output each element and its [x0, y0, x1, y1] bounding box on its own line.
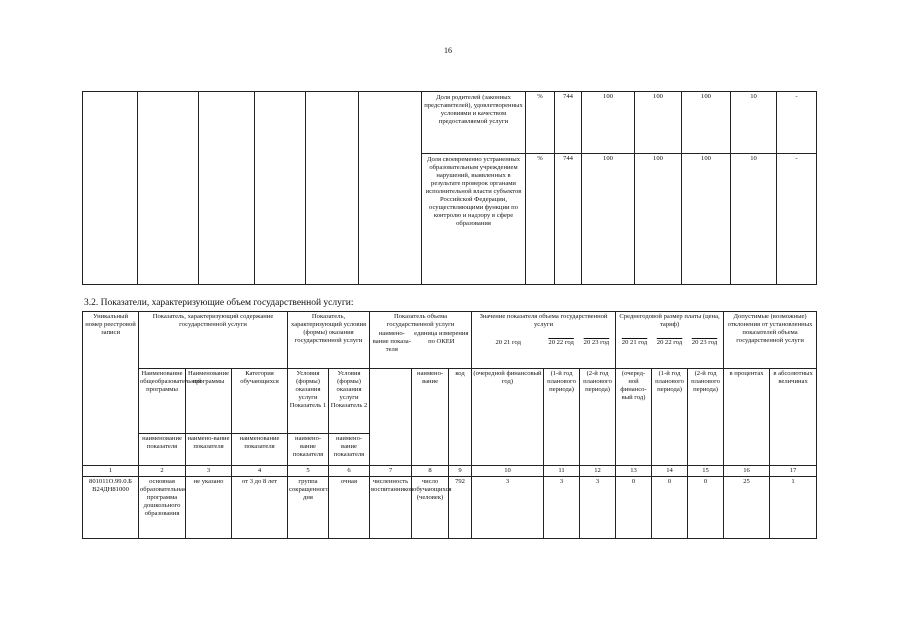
header-volume-sub — [371, 329, 470, 355]
col-number: 10 — [472, 466, 544, 477]
col-number: 1 — [83, 466, 139, 477]
indicator-name: Доля родителей (законных представителей), удовлетворенных условиями и качеством предоставляемой услуги — [422, 92, 526, 154]
header-deviation-pct: в процентах — [724, 369, 770, 466]
unit-cell: % — [526, 92, 555, 154]
fee-period-plan-2: (2-й год планового периода) — [688, 369, 724, 466]
header-volume — [370, 312, 472, 369]
column-number-row — [83, 466, 817, 477]
sub-indicator-name: наименование показателя — [139, 434, 186, 466]
header-volume-name: наимено-вание показа-теля — [372, 330, 411, 354]
col-number: 3 — [186, 466, 232, 477]
header-deviation: Допустимые (возможные) отклонения от установленных показателей объема государственной услуги — [724, 312, 817, 369]
value-cell: 100 — [582, 92, 635, 154]
col-number: 9 — [449, 466, 472, 477]
deviation-pct-cell: 10 — [731, 92, 777, 154]
code-cell: 744 — [555, 92, 582, 154]
header-values — [472, 312, 616, 369]
code-cell: 744 — [555, 154, 582, 285]
indicator-name: Доля своевременно устраненных образовательным учреждением нарушений, выявленных в результате проверок органами исполнительной власти субъектов Российской Федерации, осуществляющими функции по контролю и надзору в сфере образования — [422, 154, 526, 285]
header-content: Показатель, характеризующий содержание государственной услуги — [139, 312, 288, 369]
fee-year-current: 20 21 год — [621, 339, 648, 347]
registry-number-cell: 801011О.99.0.Б В24ДН81000 — [83, 477, 139, 539]
year-plan-1: 20 22 год — [548, 339, 574, 347]
col-number: 5 — [288, 466, 329, 477]
col-number: 6 — [329, 466, 370, 477]
fee-year-plan-1: 20 22 год — [656, 339, 683, 347]
fee-period-plan-1: (1-й год планового периода) — [652, 369, 688, 466]
condition-1-cell: группа сокращенного дня — [288, 477, 329, 539]
program-name-cell: не указано — [186, 477, 232, 539]
header-program-type: Наименование общеобразовательной программы — [139, 369, 186, 434]
header-registry-number: Уникальный номер реестровой записи — [83, 312, 139, 466]
fee-year-plan-2: 20 23 год — [691, 339, 718, 347]
deviation-abs-cell: 1 — [770, 477, 817, 539]
col-number: 2 — [139, 466, 186, 477]
value-cell: 100 — [582, 154, 635, 285]
value-cell: 3 — [544, 477, 580, 539]
value-cell: 100 — [635, 92, 682, 154]
col-number: 7 — [370, 466, 412, 477]
value-cell: 100 — [682, 92, 731, 154]
program-type-cell: основная образовательная программа дошкольного образования — [139, 477, 186, 539]
sub-indicator-name: наимено-вание показателя — [329, 434, 370, 466]
deviation-pct-cell: 10 — [731, 154, 777, 285]
col-number: 14 — [652, 466, 688, 477]
unit-code-cell: 792 — [449, 477, 472, 539]
header-deviation-abs: в абсолютных величинах — [770, 369, 817, 466]
col-number: 13 — [616, 466, 652, 477]
fee-cell: 0 — [688, 477, 724, 539]
category-cell: от 3 до 8 лет — [232, 477, 288, 539]
page-number: 16 — [444, 46, 452, 55]
header-values-title: Значение показателя объема государственной услуги — [479, 313, 608, 329]
value-cell: 3 — [580, 477, 616, 539]
header-category: Категория обучающихся — [232, 369, 288, 434]
col-number: 16 — [724, 466, 770, 477]
col-number: 17 — [770, 466, 817, 477]
header-conditions: Показатель, характеризующий условия (формы) оказания государственной услуги — [288, 312, 370, 369]
table-row — [83, 92, 817, 154]
header-fee — [616, 312, 724, 369]
col-number: 15 — [688, 466, 724, 477]
col-number: 4 — [232, 466, 288, 477]
col-number: 11 — [544, 466, 580, 477]
header-fee-title: Среднегодовой размер платы (цена, тариф) — [619, 313, 720, 329]
header-unit-name: наимено-вание — [412, 369, 449, 466]
col-number: 12 — [580, 466, 616, 477]
sub-indicator-name: наимено-вание показателя — [288, 434, 329, 466]
quality-indicators-table — [82, 91, 817, 285]
header-condition-1: Условия (формы) оказания услуги Показатель 1 — [288, 369, 329, 434]
value-cell: 3 — [472, 477, 544, 539]
volume-indicators-table — [82, 311, 817, 539]
unit-cell: % — [526, 154, 555, 285]
header-row — [83, 369, 817, 434]
fee-period-current: (очеред-ной финансо-вый год) — [616, 369, 652, 466]
year-current: 20 21 год — [495, 339, 521, 347]
header-unit: единица измерения по ОКЕИ — [414, 330, 469, 346]
sub-indicator-name: наимено-вание показателя — [186, 434, 232, 466]
period-plan-2: (2-й год планового периода) — [580, 369, 616, 466]
fee-cell: 0 — [652, 477, 688, 539]
volume-name-cell: численность воспитанников — [370, 477, 412, 539]
deviation-abs-cell: - — [777, 92, 817, 154]
deviation-pct-cell: 25 — [724, 477, 770, 539]
value-cell: 100 — [682, 154, 731, 285]
unit-name-cell: число обучающихся (человек) — [412, 477, 449, 539]
table-row — [83, 477, 817, 539]
year-plan-2: 20 23 год — [583, 339, 610, 347]
condition-2-cell: очная — [329, 477, 370, 539]
deviation-abs-cell: - — [777, 154, 817, 285]
fee-cell: 0 — [616, 477, 652, 539]
header-volume-title: Показатель объема государственной услуги — [386, 313, 455, 329]
value-cell: 100 — [635, 154, 682, 285]
section-title: 3.2. Показатели, характеризующие объем государственной услуги: — [84, 298, 354, 308]
header-program-name: Наименование программы — [186, 369, 232, 434]
header-unit-code: код — [449, 369, 472, 466]
period-current: (очередной финансовый год) — [472, 369, 544, 466]
header-condition-2: Условия (формы) оказания услуги Показатель 2 — [329, 369, 370, 434]
period-plan-1: (1-й год планового периода) — [544, 369, 580, 466]
sub-indicator-name: наименование показателя — [232, 434, 288, 466]
header-row — [83, 312, 817, 369]
col-number: 8 — [412, 466, 449, 477]
